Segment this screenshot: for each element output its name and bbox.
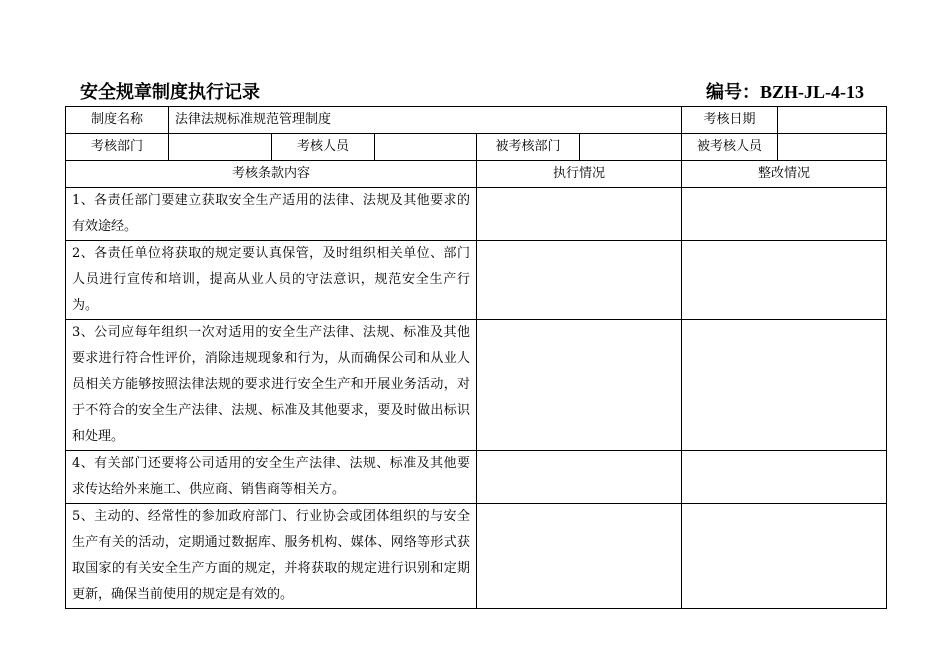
execution-cell[interactable]: [477, 451, 682, 504]
review-dept-value[interactable]: [169, 134, 272, 161]
document-number: [706, 78, 864, 104]
document-title: 安全规章制度执行记录: [80, 82, 260, 103]
clause-text: 4、有关部门还要将公司适用的安全生产法律、法规、标准及其他要求传达给外来施工、供应商、销售商等相关方。: [66, 451, 477, 504]
reviewed-dept-value[interactable]: [580, 134, 682, 161]
clause-text: 1、各责任部门要建立获取安全生产适用的法律、法规及其他要求的有效途经。: [66, 188, 477, 241]
record-table: [65, 106, 887, 609]
table-row: [66, 320, 887, 451]
review-dept-label: 考核部门: [66, 134, 169, 161]
rectification-cell[interactable]: [682, 451, 887, 504]
review-info-row: [66, 134, 887, 161]
system-name-value: 法律法规标准规范管理制度: [169, 107, 682, 134]
clause-column-header: 考核条款内容: [66, 161, 477, 188]
table-row: [66, 451, 887, 504]
execution-cell[interactable]: [477, 504, 682, 609]
execution-column-header: 执行情况: [477, 161, 682, 188]
reviewee-value[interactable]: [778, 134, 887, 161]
column-header-row: [66, 161, 887, 188]
table-row: [66, 188, 887, 241]
execution-cell[interactable]: [477, 320, 682, 451]
rectification-cell[interactable]: [682, 188, 887, 241]
document-number-label: 编号：: [705, 82, 760, 103]
execution-cell[interactable]: [477, 241, 682, 320]
reviewer-label: 考核人员: [272, 134, 375, 161]
reviewed-dept-label: 被考核部门: [477, 134, 580, 161]
review-date-label: 考核日期: [682, 107, 778, 134]
system-name-label: 制度名称: [66, 107, 169, 134]
table-row: [66, 241, 887, 320]
execution-cell[interactable]: [477, 188, 682, 241]
rectification-cell[interactable]: [682, 241, 887, 320]
document-number-value: BZH-JL-4-13: [759, 82, 864, 102]
table-row: [66, 504, 887, 609]
clause-text: 3、公司应每年组织一次对适用的安全生产法律、法规、标准及其他要求进行符合性评价，消除违规现象和行为，从而确保公司和从业人员相关方能够按照法律法规的要求进行安全生产和开展业务活动，对于不符合的安全生产法律、法规、标准及其他要求，要及时做出标识和处理。: [66, 320, 477, 451]
reviewee-label: 被考核人员: [682, 134, 778, 161]
review-date-value[interactable]: [778, 107, 887, 134]
clause-text: 2、各责任单位将获取的规定要认真保管，及时组织相关单位、部门人员进行宣传和培训，提高从业人员的守法意识，规范安全生产行为。: [66, 241, 477, 320]
rectification-column-header: 整改情况: [682, 161, 887, 188]
system-name-row: [66, 107, 887, 134]
rectification-cell[interactable]: [682, 320, 887, 451]
clause-text: 5、主动的、经常性的参加政府部门、行业协会或团体组织的与安全生产有关的活动，定期通过数据库、服务机构、媒体、网络等形式获取国家的有关安全生产方面的规定，并将获取的规定进行识别和定期更新，确保当前使用的规定是有效的。: [66, 504, 477, 609]
rectification-cell[interactable]: [682, 504, 887, 609]
reviewer-value[interactable]: [375, 134, 477, 161]
